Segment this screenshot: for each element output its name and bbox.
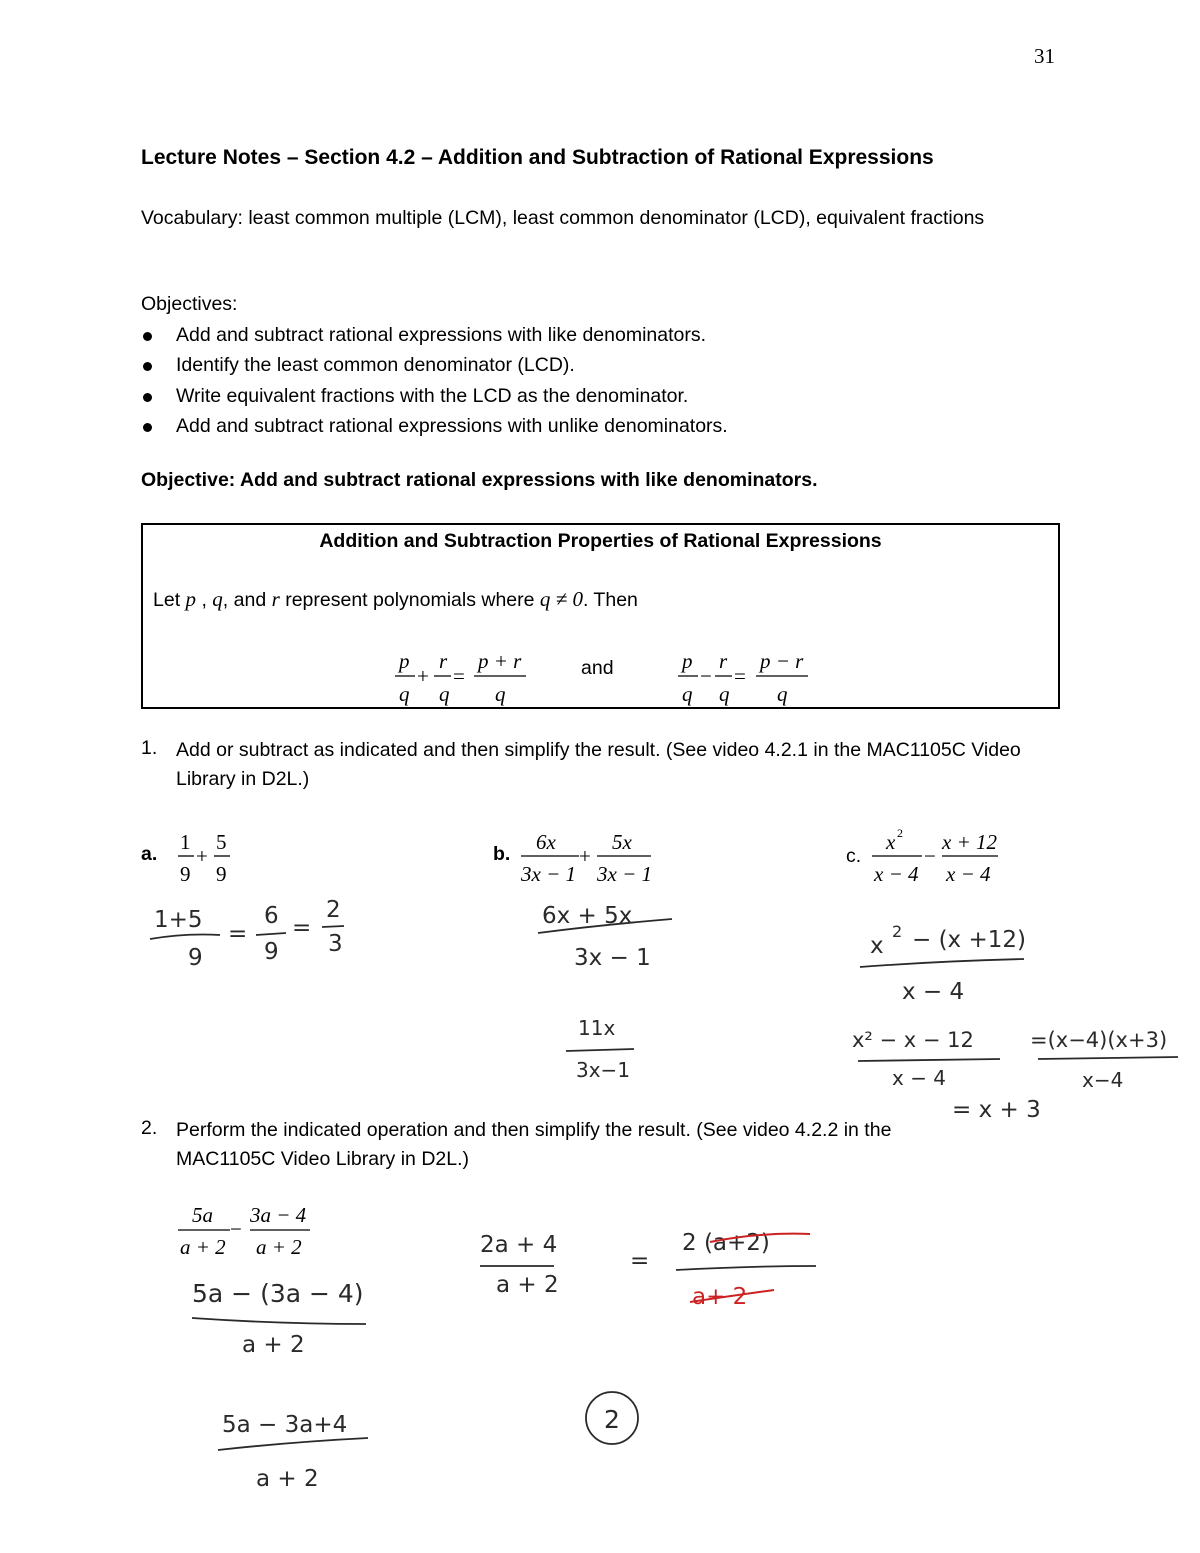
hw-q2-step3-num: 2 (a+2) xyxy=(682,1230,770,1256)
formula-addition xyxy=(383,643,543,707)
hw-q2-answer: 2 xyxy=(604,1405,620,1434)
frac-den: q xyxy=(495,682,506,706)
question-1-text: Add or subtract as indicated and then simplify the result. (See video 4.2.1 in the MAC1105C Video Library in D2L.) xyxy=(176,739,1021,790)
bullet-icon xyxy=(143,423,152,432)
hw-c-num-base: x xyxy=(870,933,884,959)
hw-c2-num: x² − x − 12 xyxy=(852,1028,974,1052)
part-b-label: b. xyxy=(493,843,511,865)
frac-num: 1 xyxy=(180,830,191,854)
hw-c-num-rest: − (x +12) xyxy=(912,927,1026,953)
frac-den: q xyxy=(777,682,788,706)
objective-item xyxy=(141,381,728,411)
hw-q2-step1-num: 5a − (3a − 4) xyxy=(192,1279,364,1308)
frac-num: 3a − 4 xyxy=(250,1203,307,1227)
frac-den: q xyxy=(682,682,693,706)
var-r: r xyxy=(271,587,280,611)
frac-den: x − 4 xyxy=(946,862,991,886)
handwritten-work-q2 xyxy=(170,1220,850,1520)
objective-text: Add and subtract rational expressions with like denominators. xyxy=(176,324,707,346)
operator: − xyxy=(924,844,936,868)
frac-num: 5a xyxy=(192,1203,213,1227)
frac-den: q xyxy=(399,682,410,706)
objective-text: Write equivalent fractions with the LCD as the denominator. xyxy=(176,384,689,407)
hw-q2-step2-den: a + 2 xyxy=(496,1272,559,1298)
hw-a-mid-den: 9 xyxy=(264,939,279,965)
objective-text: Identify the least common denominator (LCD). xyxy=(176,354,575,377)
frac-num: p − r xyxy=(760,649,804,673)
hw-a-den: 9 xyxy=(188,945,203,971)
var-p: p xyxy=(185,587,197,611)
hw-a-eq: = xyxy=(228,921,248,947)
hw-a-res-num: 2 xyxy=(326,897,341,923)
hw-c3-num: =(x−4)(x+3) xyxy=(1030,1028,1168,1052)
frac-num: r xyxy=(719,649,728,673)
part-b-expression xyxy=(515,825,660,889)
frac-num: p + r xyxy=(478,649,522,673)
and-word-inline: , and xyxy=(222,589,267,611)
properties-box xyxy=(141,523,1060,709)
frac-num: x xyxy=(886,830,896,854)
bullet-icon xyxy=(143,362,152,371)
hw-q2-step3-den: a+ 2 xyxy=(692,1284,748,1310)
part-a-label: a. xyxy=(141,843,158,865)
page-number: 31 xyxy=(1034,44,1055,68)
hw-c3-den: x−4 xyxy=(1082,1068,1124,1092)
hw-b2-den: 3x−1 xyxy=(576,1058,631,1082)
question-1-number: 1. xyxy=(141,737,158,759)
box-title: Addition and Subtraction Properties of Rational Expressions xyxy=(319,530,882,552)
frac-num: p xyxy=(682,649,693,673)
let-prefix: Let xyxy=(153,589,181,611)
hw-c2-den: x − 4 xyxy=(892,1066,947,1090)
hw-a-res-den: 3 xyxy=(328,931,343,957)
hw-b-den: 3x − 1 xyxy=(574,945,651,971)
objective-item xyxy=(141,320,728,350)
operator: − xyxy=(230,1217,242,1241)
vocabulary-line: Vocabulary: least common multiple (LCM), least common denominator (LCD), equivalent fractions xyxy=(141,207,985,229)
frac-den: q xyxy=(719,682,730,706)
part-c-expression xyxy=(866,825,1011,889)
hw-q2-eq: = xyxy=(630,1248,650,1274)
frac-den: q xyxy=(439,682,450,706)
frac-num: 5x xyxy=(612,830,632,854)
bullet-icon xyxy=(143,393,152,402)
frac-num: 6x xyxy=(536,830,556,854)
var-q: q xyxy=(212,587,223,611)
frac-den: 3x − 1 xyxy=(521,862,576,886)
then-text: . Then xyxy=(582,589,638,611)
hw-b2-num: 11x xyxy=(578,1016,616,1040)
question-2-text: Perform the indicated operation and then simplify the result. (See video 4.2.2 in the MAC1105C Video Library in D2L.) xyxy=(176,1119,892,1170)
objective-item xyxy=(141,350,728,380)
frac-den: 9 xyxy=(216,862,227,886)
hw-c-den: x − 4 xyxy=(902,979,965,1005)
operator: + xyxy=(579,844,591,868)
hw-b-num: 6x + 5x xyxy=(542,903,633,929)
operator: + xyxy=(417,664,429,688)
hw-a-mid-num: 6 xyxy=(264,903,279,929)
part-c-label: c. xyxy=(846,845,862,867)
objective-heading: Objective: Add and subtract rational expressions with like denominators. xyxy=(141,469,818,491)
bullet-icon xyxy=(143,332,152,341)
handwritten-work-q1 xyxy=(140,895,1200,1125)
question-2-number: 2. xyxy=(141,1117,158,1139)
hw-q2-step2-num: 2a + 4 xyxy=(480,1232,558,1258)
equals: = xyxy=(453,664,465,688)
hw-q2-step4-num: 5a − 3a+4 xyxy=(222,1412,348,1438)
objectives-list xyxy=(141,320,728,441)
hw-q2-step4-den: a + 2 xyxy=(256,1466,319,1492)
hw-a-eq: = xyxy=(292,915,312,941)
part-a-expression xyxy=(170,825,240,889)
operator: + xyxy=(196,844,208,868)
represent-text: represent polynomials where xyxy=(285,589,535,611)
frac-den: 9 xyxy=(180,862,191,886)
objectives-label: Objectives: xyxy=(141,293,238,315)
frac-num: x + 12 xyxy=(942,830,997,854)
objective-item xyxy=(141,411,728,441)
objective-text: Add and subtract rational expressions with unlike denominators. xyxy=(176,414,728,437)
operator: − xyxy=(700,664,712,688)
frac-den: a + 2 xyxy=(256,1235,302,1259)
comma: , xyxy=(201,589,207,611)
condition: q ≠ 0 xyxy=(539,587,583,611)
exponent: 2 xyxy=(897,826,903,840)
frac-num: 5 xyxy=(216,830,227,854)
equals: = xyxy=(734,664,746,688)
and-word: and xyxy=(581,657,614,679)
frac-den: 3x − 1 xyxy=(597,862,652,886)
hw-q2-step1-den: a + 2 xyxy=(242,1332,305,1358)
hw-a-num: 1+5 xyxy=(154,907,203,933)
hw-c-num-exp: 2 xyxy=(892,922,903,941)
hw-c-result: = x + 3 xyxy=(952,1097,1041,1123)
frac-num: r xyxy=(439,649,448,673)
formula-subtraction xyxy=(666,643,826,707)
box-let-statement xyxy=(153,587,638,612)
page-title: Lecture Notes – Section 4.2 – Addition and Subtraction of Rational Expressions xyxy=(141,146,934,169)
frac-num: p xyxy=(399,649,410,673)
frac-den: x − 4 xyxy=(874,862,919,886)
frac-den: a + 2 xyxy=(180,1235,226,1259)
